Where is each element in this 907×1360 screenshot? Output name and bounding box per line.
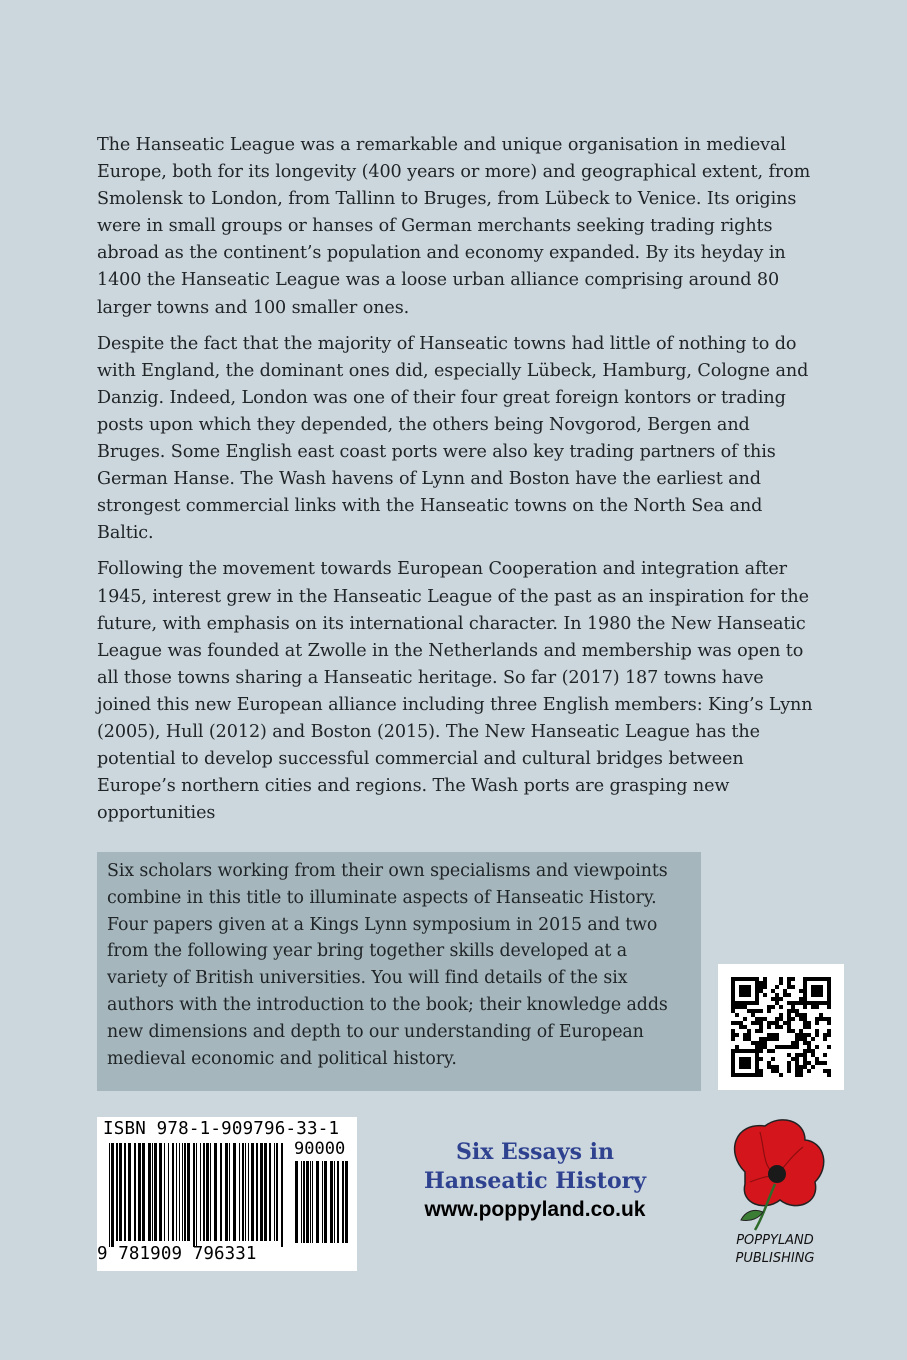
book-title-line-1: Six Essays in: [456, 1139, 614, 1165]
blurb-text: Six scholars working from their own specialisms and viewpoints combine in this title to illuminate aspects of Hanseatic History. Four papers given at a Kings Lynn symposium in 2015 and two from the following year bring together skills developed at a variety of British universities. You will find details of the six authors with the introduction to the book; their knowledge adds new dimensions and depth to our understanding of European medieval economic and political history.: [107, 861, 668, 1069]
qr-code: [718, 964, 844, 1090]
blurb-box: [97, 852, 701, 1091]
publisher-name-line-2: PUBLISHING: [735, 1251, 815, 1266]
isbn-barcode: [97, 1117, 357, 1271]
back-cover-description: [97, 132, 817, 836]
qr-code-icon: [718, 964, 844, 1090]
paragraph-england-links: Despite the fact that the majority of Hanseatic towns had little of nothing to do with England, the dominant ones did, especially Lübeck, Hamburg, Cologne and Danzig. Indeed, London was one of their four great foreign kontors or trading posts upon which they depended, the others being Novgorod, Bergen and Bruges. Some English east coast ports were also key trading partners of this German Hanse. The Wash havens of Lynn and Boston have the earliest and strongest commercial links with the Hanseatic towns on the North Sea and Baltic.: [97, 333, 809, 544]
isbn-label: ISBN 978-1-909796-33-1: [103, 1119, 340, 1139]
poppy-flower-icon: [705, 1112, 845, 1272]
publisher-logo: [705, 1112, 845, 1272]
publisher-website: www.poppyland.co.uk: [424, 1198, 646, 1221]
paragraph-hanseatic-overview: The Hanseatic League was a remarkable and unique organisation in medieval Europe, both for its longevity (400 years or more) and geographical extent, from Smolensk to London, from Tallinn to Bruges, from Lübeck to Venice. Its origins were in small groups or hanses of German merchants seeking trading rights abroad as the continent’s population and economy expanded. By its heyday in 1400 the Hanseatic League was a loose urban alliance comprising around 80 larger towns and 100 smaller ones.: [97, 135, 811, 318]
paragraph-new-hanseatic-league: Following the movement towards European Cooperation and integration after 1945, interest grew in the Hanseatic League of the past as an inspiration for the future, with emphasis on its international character. In 1980 the New Hanseatic League was founded at Zwolle in the Netherlands and membership was open to all those towns sharing a Hanseatic heritage. So far (2017) 187 towns have joined this new European alliance including three English members: King’s Lynn (2005), Hull (2012) and Boston (2015). The New Hanseatic League has the potential to develop successful commercial and cultural bridges between Europe’s northern cities and regions. The Wash ports are grasping new opportunities: [97, 559, 813, 824]
ean-digits: 9 781909 796331: [97, 1244, 257, 1264]
publisher-name-line-1: POPPYLAND: [736, 1233, 814, 1248]
book-title-line-2: Hanseatic History: [424, 1168, 646, 1194]
barcode-addon-digits: 90000: [294, 1139, 346, 1159]
book-title-block: [380, 1138, 690, 1224]
